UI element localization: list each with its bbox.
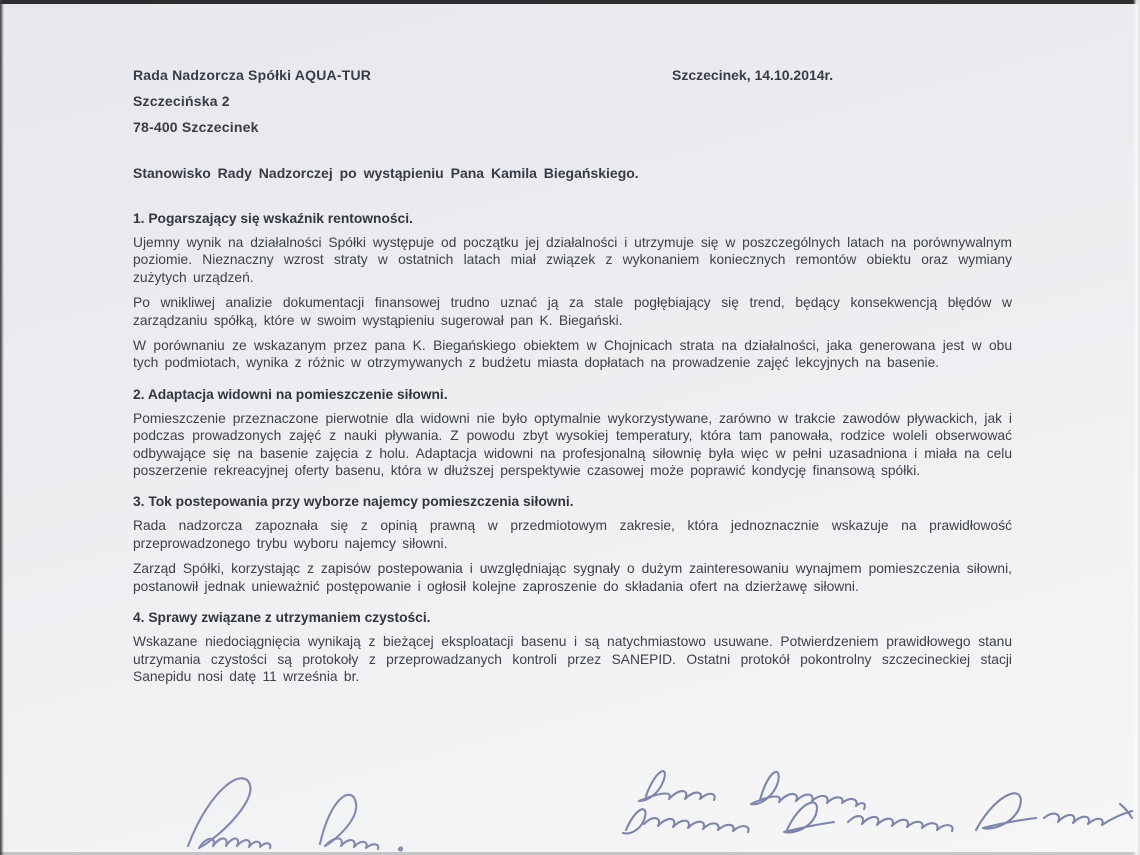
section-3-heading: 3. Tok postepowania przy wyborze najemcy pomieszczenia siłowni. (133, 494, 574, 510)
section-3-paragraph-1: Rada nadzorcza zapoznała się z opinią prawną w przedmiotowym zakresie, która jednoznacznie wskazuje na prawidłowość przeprowadzonego trybu wyboru najemcy siłowni. (133, 518, 1012, 551)
section-1-paragraph-1: Ujemny wynik na działalności Spółki występuje od początku jej działalności i utrzymuje się w poszczególnych latach na porównywalnym poziomie. Nieznaczny wzrost straty w ostatnich latach miał związek z wykonaniem koniecznych remontów obiektu oraz wymiany zużytych urządzeń. (133, 235, 1012, 285)
section-4 (133, 609, 1012, 685)
letter-subject: Stanowisko Rady Nadzorczej po wystąpieniu Pana Kamila Biegańskiego. (133, 165, 639, 181)
section-1 (133, 210, 1012, 372)
handwritten-signature-right (608, 756, 1140, 855)
section-1-paragraph-3: W porównaniu ze wskazanym przez pana K. Biegańskiego obiektem w Chojnicach strata na działalności, jaka generowana jest w obu tych podmiotach, wynika z różnic w otrzymywanych z budżetu miasta dopłatach na prowadzenie zajęć lekcyjnych na basenie. (133, 338, 1012, 371)
section-2 (133, 386, 1012, 480)
sender-name: Rada Nadzorcza Spółki AQUA-TUR (133, 67, 372, 83)
section-4-heading: 4. Sprawy związane z utrzymaniem czystości. (133, 610, 431, 626)
section-4-paragraph-1: Wskazane niedociągnięcia wynikają z bieżącej eksploatacji basenu i są natychmiastowo usuwane. Potwierdzeniem prawidłowego stanu utrzymania czystości są protokoły z przeprowadzanych kontroli przez SANEPID. Ostatni protokół pokontrolny szczecineckiej stacji Sanepidu nosi datę 11 września br. (133, 634, 1012, 684)
section-3-paragraph-2: Zarząd Spółki, korzystając z zapisów postepowania i uwzględniając sygnały o dużym zainteresowaniu wynajmem pomieszczenia siłowni, postanowił jednak unieważnić postępowanie i ogłosił kolejne zaproszenie do składania ofert na dzierżawę siłowni. (133, 561, 1012, 594)
letter-header (133, 62, 1012, 140)
section-1-heading: 1. Pogarszający się wskaźnik rentowności. (133, 211, 413, 226)
section-2-paragraph-1: Pomieszczenie przeznaczone pierwotnie dla widowni nie było optymalnie wykorzystywane, zarówno w trakcie zawodów pływackich, jak i podczas prowadzonych zajęć z nauki pływania. Z powodu zbyt wysokiej temperatury, która tam panowała, rodzice woleli obserwować odbywające się na basenie zajęcia z holu. Adaptacja widowni na profesjonalną siłownię była więc w pełni uzasadniona i miała na celu poszerzenie rekreacyjnej oferty basenu, która w dłuższej perspektywie czasowej może poprawić kondycję finansową spółki. (133, 410, 1012, 479)
handwritten-signature-left (168, 760, 443, 855)
sender-city: 78-400 Szczecinek (133, 119, 259, 135)
sender-street: Szczecińska 2 (133, 93, 230, 109)
sender-block (133, 62, 1012, 140)
scan-edge-right (1133, 0, 1140, 855)
place-and-date: Szczecinek, 14.10.2014r. (672, 67, 834, 83)
section-3 (133, 493, 1012, 595)
section-2-heading: 2. Adaptacja widowni na pomieszczenie siłowni. (133, 386, 448, 402)
section-1-paragraph-2: Po wnikliwej analizie dokumentacji finansowej trudno uznać ją za stale pogłębiający się trend, będący konsekwencją błędów w zarządzaniu spółką, które w swoim wystąpieniu sugerował pan K. Biegański. (133, 295, 1012, 328)
letter-content (133, 62, 1012, 693)
scan-edge-top (0, 0, 1140, 4)
scan-edge-left (0, 0, 4, 855)
